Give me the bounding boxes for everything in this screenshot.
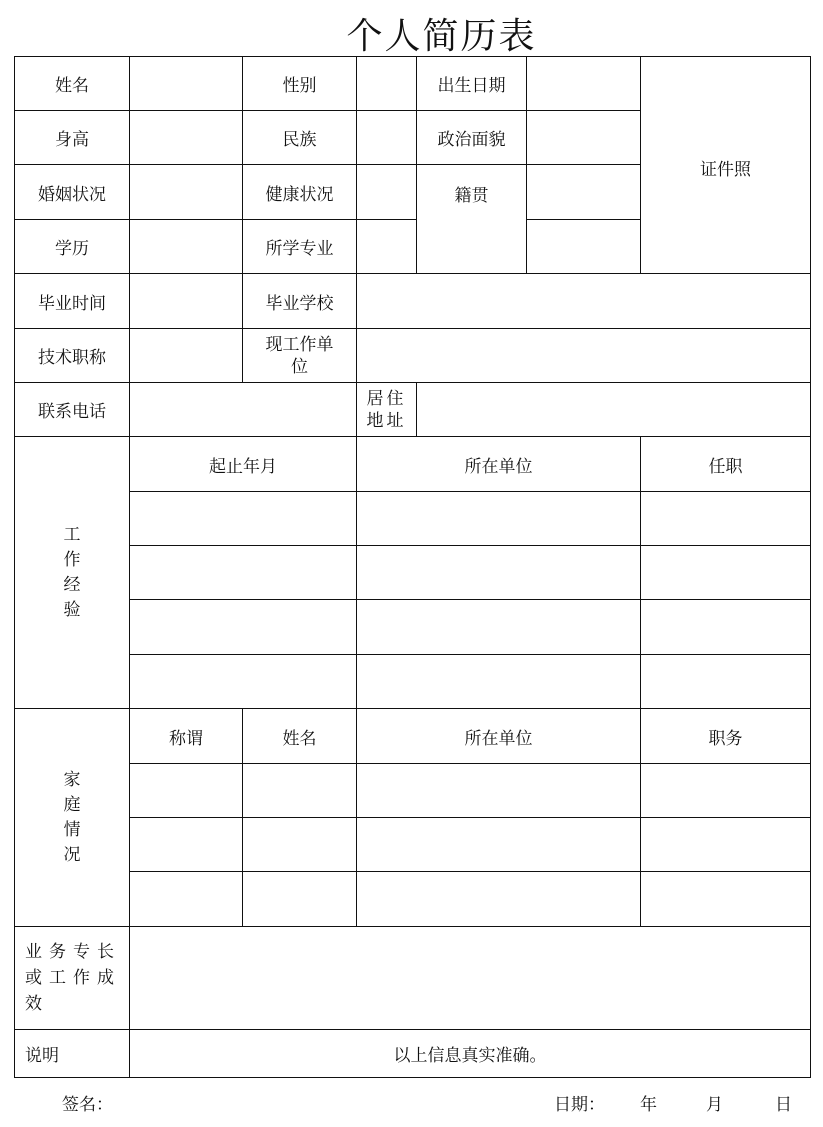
family-section-label xyxy=(15,709,130,927)
family-row xyxy=(15,764,811,818)
label-education: 学历 xyxy=(15,220,130,274)
work-position-cell[interactable] xyxy=(641,655,811,709)
family-relation-cell[interactable] xyxy=(130,872,243,927)
work-unit-cell[interactable] xyxy=(357,546,641,600)
label-address xyxy=(357,383,417,437)
work-section-label xyxy=(15,437,130,709)
label-name: 姓名 xyxy=(15,57,130,111)
work-period-cell[interactable] xyxy=(130,600,357,655)
family-relation-cell[interactable] xyxy=(130,818,243,872)
label-phone: 联系电话 xyxy=(15,383,130,437)
work-position-cell[interactable] xyxy=(641,600,811,655)
family-row xyxy=(15,818,811,872)
note-text: 以上信息真实准确。 xyxy=(130,1030,811,1078)
field-major[interactable] xyxy=(357,220,527,274)
native-place-text: 籍贯 xyxy=(454,186,489,206)
day-label: 日 xyxy=(775,1095,792,1115)
work-section-text: 工作经验 xyxy=(63,524,81,620)
address-text: 居住地址 xyxy=(366,388,407,431)
field-height[interactable] xyxy=(130,111,243,165)
family-unit-cell[interactable] xyxy=(357,818,641,872)
resume-table xyxy=(14,56,811,1078)
family-duty-cell[interactable] xyxy=(641,764,811,818)
label-height: 身高 xyxy=(15,111,130,165)
field-technical-title[interactable] xyxy=(130,329,243,383)
work-period-cell[interactable] xyxy=(130,655,357,709)
field-marital-status[interactable] xyxy=(130,165,243,220)
family-row xyxy=(15,872,811,927)
field-phone[interactable] xyxy=(130,383,357,437)
label-ethnicity: 民族 xyxy=(243,111,357,165)
work-unit-cell[interactable] xyxy=(357,600,641,655)
family-header-duty: 职务 xyxy=(641,709,811,764)
family-header-unit: 所在单位 xyxy=(357,709,641,764)
field-address[interactable] xyxy=(417,383,811,437)
work-period-cell[interactable] xyxy=(130,492,357,546)
family-section-text: 家庭情况 xyxy=(63,769,81,865)
label-political-status: 政治面貌 xyxy=(417,111,527,165)
field-graduation-time[interactable] xyxy=(130,274,243,329)
work-row xyxy=(15,655,811,709)
family-header-relation: 称谓 xyxy=(130,709,243,764)
current-employer-text: 现工作单位 xyxy=(265,334,334,377)
work-row xyxy=(15,546,811,600)
field-native-place[interactable] xyxy=(527,165,641,220)
work-unit-cell[interactable] xyxy=(357,492,641,546)
family-duty-cell[interactable] xyxy=(641,818,811,872)
field-current-employer[interactable] xyxy=(357,329,811,383)
family-unit-cell[interactable] xyxy=(357,764,641,818)
family-name-cell[interactable] xyxy=(243,818,357,872)
label-current-employer xyxy=(243,329,357,383)
year-label: 年 xyxy=(640,1095,657,1115)
family-name-cell[interactable] xyxy=(243,872,357,927)
field-education[interactable] xyxy=(130,220,243,274)
work-period-cell[interactable] xyxy=(130,546,357,600)
label-health-status: 健康状况 xyxy=(243,165,357,220)
page-title: 个人简历表 xyxy=(346,16,537,57)
field-name[interactable] xyxy=(130,57,243,111)
signature-label: 签名： xyxy=(62,1095,113,1115)
photo-box[interactable] xyxy=(641,57,811,274)
label-expertise xyxy=(15,927,130,1030)
work-row xyxy=(15,600,811,655)
family-duty-cell[interactable] xyxy=(641,872,811,927)
family-name-cell[interactable] xyxy=(243,764,357,818)
work-unit-cell[interactable] xyxy=(357,655,641,709)
work-row xyxy=(15,492,811,546)
work-header-period: 起止年月 xyxy=(130,437,357,492)
family-relation-cell[interactable] xyxy=(130,764,243,818)
photo-label: 证件照 xyxy=(700,160,751,180)
label-marital-status: 婚姻状况 xyxy=(15,165,130,220)
field-graduation-school[interactable] xyxy=(357,274,811,329)
field-expertise[interactable] xyxy=(130,927,811,1030)
expertise-text: 业务专长或工作成效 xyxy=(25,942,121,1014)
field-ethnicity[interactable] xyxy=(357,111,417,165)
label-birth-date: 出生日期 xyxy=(417,57,527,111)
work-header-unit: 所在单位 xyxy=(357,437,641,492)
field-political-status[interactable] xyxy=(527,111,641,165)
work-header-position: 任职 xyxy=(641,437,811,492)
family-unit-cell[interactable] xyxy=(357,872,641,927)
label-graduation-time: 毕业时间 xyxy=(15,274,130,329)
field-birth-date[interactable] xyxy=(527,57,641,111)
label-note: 说明 xyxy=(15,1030,130,1078)
label-gender: 性别 xyxy=(243,57,357,111)
family-header-name: 姓名 xyxy=(243,709,357,764)
work-position-cell[interactable] xyxy=(641,492,811,546)
month-label: 月 xyxy=(706,1095,723,1115)
work-position-cell[interactable] xyxy=(641,546,811,600)
label-technical-title: 技术职称 xyxy=(15,329,130,383)
date-label: 日期： xyxy=(554,1095,605,1115)
field-gender[interactable] xyxy=(357,57,417,111)
label-graduation-school: 毕业学校 xyxy=(243,274,357,329)
label-major: 所学专业 xyxy=(243,220,357,274)
field-health-status[interactable] xyxy=(357,165,417,220)
